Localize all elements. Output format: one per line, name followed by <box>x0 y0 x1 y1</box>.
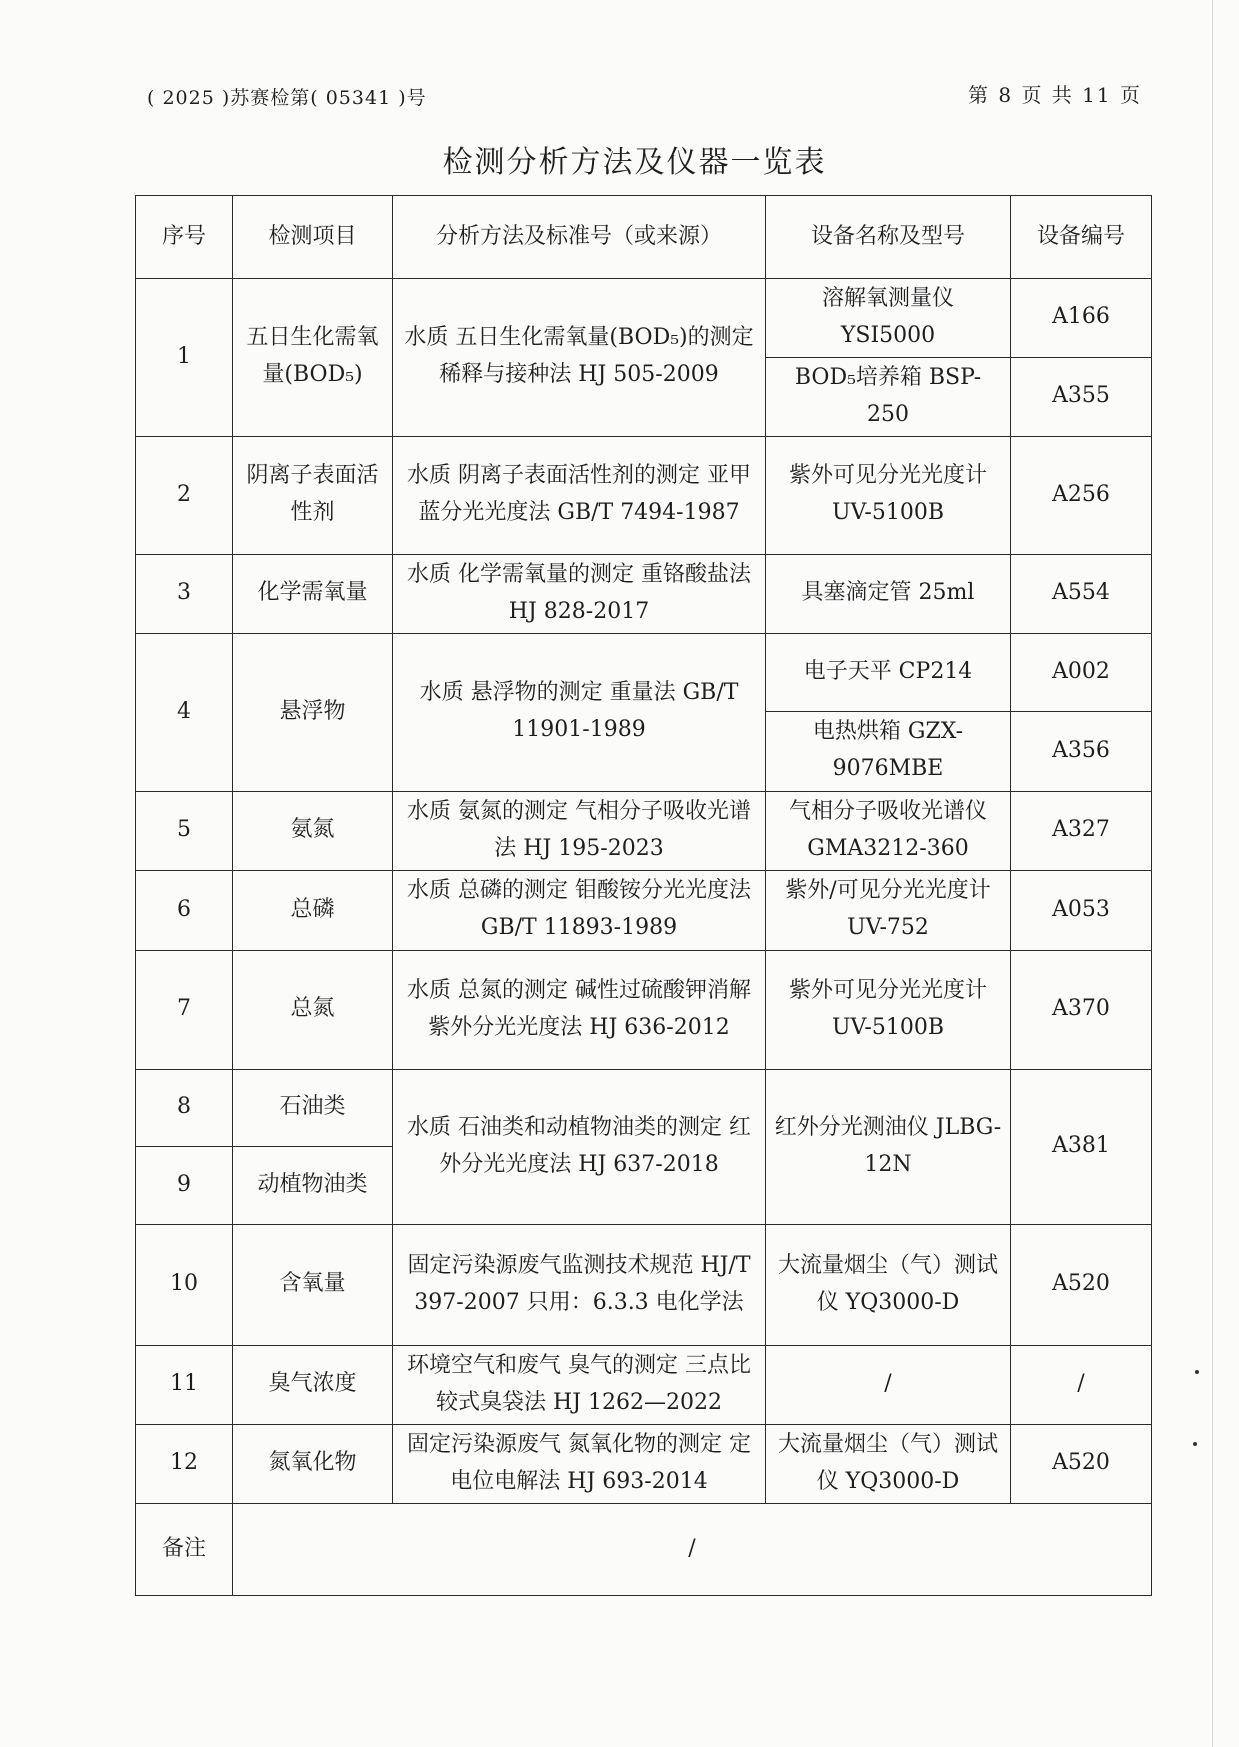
report-number: ( 2025 )苏赛检第( 05341 )号 <box>147 87 427 109</box>
analysis-method: 水质 总氮的测定 碱性过硫酸钾消解紫外分光光度法 HJ 636-2012 <box>393 950 766 1069</box>
column-header: 设备编号 <box>1011 196 1152 279</box>
test-item: 氨氮 <box>233 791 393 870</box>
scan-dot <box>1195 1370 1199 1374</box>
equipment-name: 气相分子吸收光谱仪 GMA3212-360 <box>766 791 1011 870</box>
page-info: 第 8 页 共 11 页 <box>968 83 1142 107</box>
table-header-row <box>136 196 1152 279</box>
remark-row <box>136 1503 1152 1595</box>
analysis-method: 水质 五日生化需氧量(BOD₅)的测定 稀释与接种法 HJ 505-2009 <box>393 279 766 437</box>
test-item: 化学需氧量 <box>233 554 393 633</box>
test-item: 总磷 <box>233 870 393 950</box>
row-number: 9 <box>136 1146 233 1224</box>
analysis-method: 环境空气和废气 臭气的测定 三点比较式臭袋法 HJ 1262—2022 <box>393 1345 766 1424</box>
table-row <box>136 950 1152 1069</box>
table-row <box>136 1069 1152 1146</box>
row-number: 11 <box>136 1345 233 1424</box>
equipment-name: 大流量烟尘（气）测试仪 YQ3000-D <box>766 1424 1011 1503</box>
equipment-id: A370 <box>1011 950 1152 1069</box>
equipment-id: A053 <box>1011 870 1152 950</box>
equipment-id: A381 <box>1011 1069 1152 1224</box>
equipment-id: A002 <box>1011 633 1152 711</box>
analysis-method: 固定污染源废气监测技术规范 HJ/T 397-2007 只用：6.3.3 电化学法 <box>393 1224 766 1345</box>
analysis-method: 水质 阴离子表面活性剂的测定 亚甲蓝分光光度法 GB/T 7494-1987 <box>393 436 766 554</box>
equipment-id: A355 <box>1011 357 1152 436</box>
equipment-id: A520 <box>1011 1424 1152 1503</box>
equipment-name: 电热烘箱 GZX-9076MBE <box>766 711 1011 791</box>
row-number: 6 <box>136 870 233 950</box>
test-item: 五日生化需氧量(BOD₅) <box>233 279 393 437</box>
equipment-name: 具塞滴定管 25ml <box>766 554 1011 633</box>
test-item: 悬浮物 <box>233 633 393 791</box>
equipment-name: 溶解氧测量仪 YSI5000 <box>766 279 1011 358</box>
row-number: 12 <box>136 1424 233 1503</box>
table-row <box>136 791 1152 870</box>
table-row <box>136 1424 1152 1503</box>
row-number: 1 <box>136 279 233 437</box>
equipment-id: A166 <box>1011 279 1152 358</box>
scan-edge-line <box>1212 0 1213 1747</box>
row-number: 7 <box>136 950 233 1069</box>
equipment-name: 紫外可见分光光度计 UV-5100B <box>766 436 1011 554</box>
analysis-method: 水质 总磷的测定 钼酸铵分光光度法 GB/T 11893-1989 <box>393 870 766 950</box>
equipment-name: 紫外/可见分光光度计 UV-752 <box>766 870 1011 950</box>
row-number: 5 <box>136 791 233 870</box>
analysis-method: 水质 氨氮的测定 气相分子吸收光谱法 HJ 195-2023 <box>393 791 766 870</box>
equipment-name: 电子天平 CP214 <box>766 633 1011 711</box>
scan-dot <box>1193 1442 1197 1446</box>
row-number: 8 <box>136 1069 233 1146</box>
row-number: 10 <box>136 1224 233 1345</box>
page-title: 检测分析方法及仪器一览表 <box>442 145 827 180</box>
equipment-name: 红外分光测油仪 JLBG-12N <box>766 1069 1011 1224</box>
analysis-method: 水质 石油类和动植物油类的测定 红外分光光度法 HJ 637-2018 <box>393 1069 766 1224</box>
table-row <box>136 436 1152 554</box>
equipment-id: A327 <box>1011 791 1152 870</box>
analysis-method: 水质 化学需氧量的测定 重铬酸盐法 HJ 828-2017 <box>393 554 766 633</box>
test-item: 含氧量 <box>233 1224 393 1345</box>
equipment-id: A554 <box>1011 554 1152 633</box>
test-item: 氮氧化物 <box>233 1424 393 1503</box>
equipment-id: A256 <box>1011 436 1152 554</box>
equipment-name: / <box>766 1345 1011 1424</box>
row-number: 3 <box>136 554 233 633</box>
test-item: 总氮 <box>233 950 393 1069</box>
test-item: 动植物油类 <box>233 1146 393 1224</box>
column-header: 分析方法及标准号（或来源） <box>393 196 766 279</box>
equipment-id: / <box>1011 1345 1152 1424</box>
column-header: 检测项目 <box>233 196 393 279</box>
analysis-method: 水质 悬浮物的测定 重量法 GB/T 11901-1989 <box>393 633 766 791</box>
table-row <box>136 1345 1152 1424</box>
test-item: 石油类 <box>233 1069 393 1146</box>
test-item: 阴离子表面活性剂 <box>233 436 393 554</box>
column-header: 序号 <box>136 196 233 279</box>
row-number: 2 <box>136 436 233 554</box>
row-number: 4 <box>136 633 233 791</box>
table-row <box>136 1224 1152 1345</box>
equipment-name: 大流量烟尘（气）测试仪 YQ3000-D <box>766 1224 1011 1345</box>
equipment-name: BOD₅培养箱 BSP-250 <box>766 357 1011 436</box>
equipment-id: A356 <box>1011 711 1152 791</box>
remark-value: / <box>233 1503 1152 1595</box>
table-row <box>136 279 1152 358</box>
equipment-name: 紫外可见分光光度计 UV-5100B <box>766 950 1011 1069</box>
column-header: 设备名称及型号 <box>766 196 1011 279</box>
table-row <box>136 633 1152 711</box>
test-item: 臭气浓度 <box>233 1345 393 1424</box>
analysis-method: 固定污染源废气 氮氧化物的测定 定电位电解法 HJ 693-2014 <box>393 1424 766 1503</box>
table-row <box>136 554 1152 633</box>
methods-table <box>135 195 1152 1596</box>
equipment-id: A520 <box>1011 1224 1152 1345</box>
remark-label: 备注 <box>136 1503 233 1595</box>
table-row <box>136 870 1152 950</box>
